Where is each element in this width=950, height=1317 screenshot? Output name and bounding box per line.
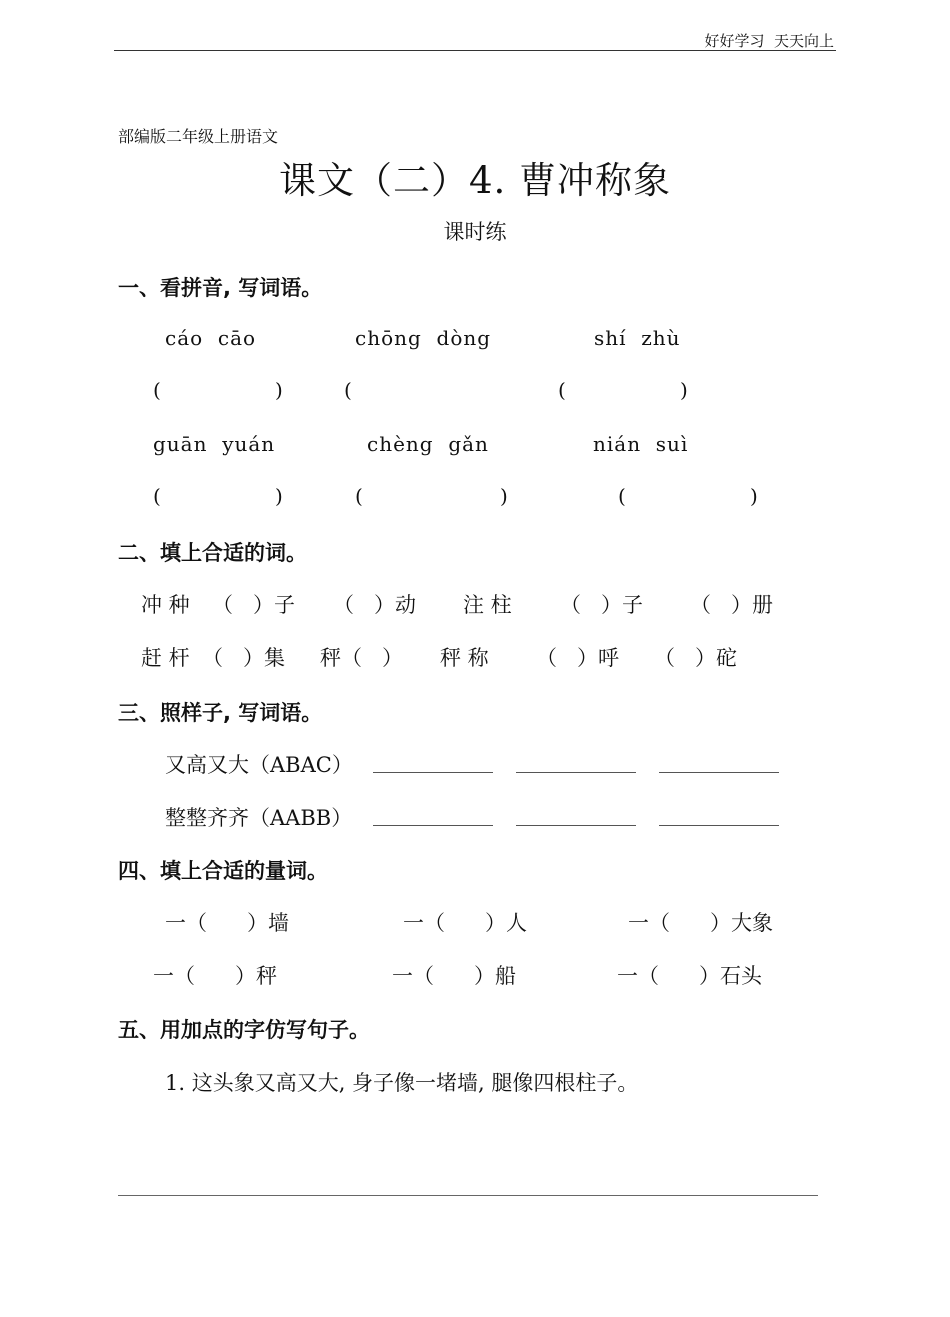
pattern-example: 又高又大（ABAC） bbox=[165, 753, 353, 777]
answer-blank[interactable] bbox=[373, 825, 493, 826]
answer-open-paren: ( bbox=[355, 484, 363, 508]
answer-blank[interactable] bbox=[659, 825, 779, 826]
pattern-example: 整整齐齐（AABB） bbox=[165, 806, 353, 830]
measure-word-blank: 一（ ）大象 bbox=[628, 911, 774, 935]
fill-blank: （ ）砣 bbox=[654, 646, 738, 670]
fill-blank: （ ）集 bbox=[202, 646, 286, 670]
answer-close-paren: ) bbox=[275, 378, 283, 402]
answer-close-paren: ) bbox=[750, 484, 758, 508]
answer-close-paren: ) bbox=[680, 378, 688, 402]
answer-blank[interactable] bbox=[516, 825, 636, 826]
example-sentence: 1. 这头象又高又大, 身子像一堵墙, 腿像四根柱子。 bbox=[165, 1071, 639, 1095]
word-pair: 赶 杆 bbox=[141, 646, 190, 670]
answer-open-paren: ( bbox=[618, 484, 626, 508]
answer-open-paren: ( bbox=[344, 378, 352, 402]
measure-word-blank: 一（ ）人 bbox=[403, 911, 528, 935]
measure-word-blank: 一（ ）墙 bbox=[165, 911, 290, 935]
answer-open-paren: ( bbox=[153, 378, 161, 402]
answer-open-paren: ( bbox=[558, 378, 566, 402]
pinyin-item: guān yuán bbox=[153, 432, 276, 456]
fill-blank: （ ）动 bbox=[333, 593, 417, 617]
fill-blank: （ ）子 bbox=[212, 593, 296, 617]
answer-blank[interactable] bbox=[516, 772, 636, 773]
pinyin-item: chōng dòng bbox=[355, 326, 492, 350]
section3-heading: 三、照样子, 写词语。 bbox=[118, 701, 323, 725]
header-divider bbox=[114, 50, 836, 51]
fill-blank: （ ）呼 bbox=[536, 646, 620, 670]
answer-close-paren: ) bbox=[275, 484, 283, 508]
page-subheading: 课时练 bbox=[443, 220, 507, 244]
measure-word-blank: 一（ ）石头 bbox=[617, 964, 763, 988]
answer-close-paren: ) bbox=[500, 484, 508, 508]
word-pair: 秤 称 bbox=[440, 646, 489, 670]
answer-open-paren: ( bbox=[153, 484, 161, 508]
answer-blank[interactable] bbox=[373, 772, 493, 773]
word-pair: 冲 种 bbox=[141, 593, 190, 617]
measure-word-blank: 一（ ）船 bbox=[392, 964, 517, 988]
section4-heading: 四、填上合适的量词。 bbox=[118, 859, 328, 883]
pinyin-item: nián suì bbox=[593, 432, 689, 456]
fill-blank: 秤（ ） bbox=[320, 646, 404, 670]
answer-line[interactable] bbox=[118, 1195, 818, 1196]
word-pair: 注 柱 bbox=[463, 593, 512, 617]
header-motto: 好好学习 天天向上 bbox=[704, 32, 834, 50]
textbook-subtitle: 部编版二年级上册语文 bbox=[118, 127, 279, 146]
section1-heading: 一、看拼音, 写词语。 bbox=[118, 276, 323, 300]
section5-heading: 五、用加点的字仿写句子。 bbox=[118, 1018, 370, 1042]
fill-blank: （ ）子 bbox=[560, 593, 644, 617]
measure-word-blank: 一（ ）秤 bbox=[153, 964, 278, 988]
answer-blank[interactable] bbox=[659, 772, 779, 773]
page-title: 课文（二）4. 曹冲称象 bbox=[278, 159, 672, 202]
pinyin-item: chèng gǎn bbox=[367, 432, 489, 456]
pinyin-item: cáo cāo bbox=[165, 326, 257, 350]
pinyin-item: shí zhù bbox=[594, 326, 681, 350]
fill-blank: （ ）册 bbox=[690, 593, 774, 617]
section2-heading: 二、填上合适的词。 bbox=[118, 541, 307, 565]
